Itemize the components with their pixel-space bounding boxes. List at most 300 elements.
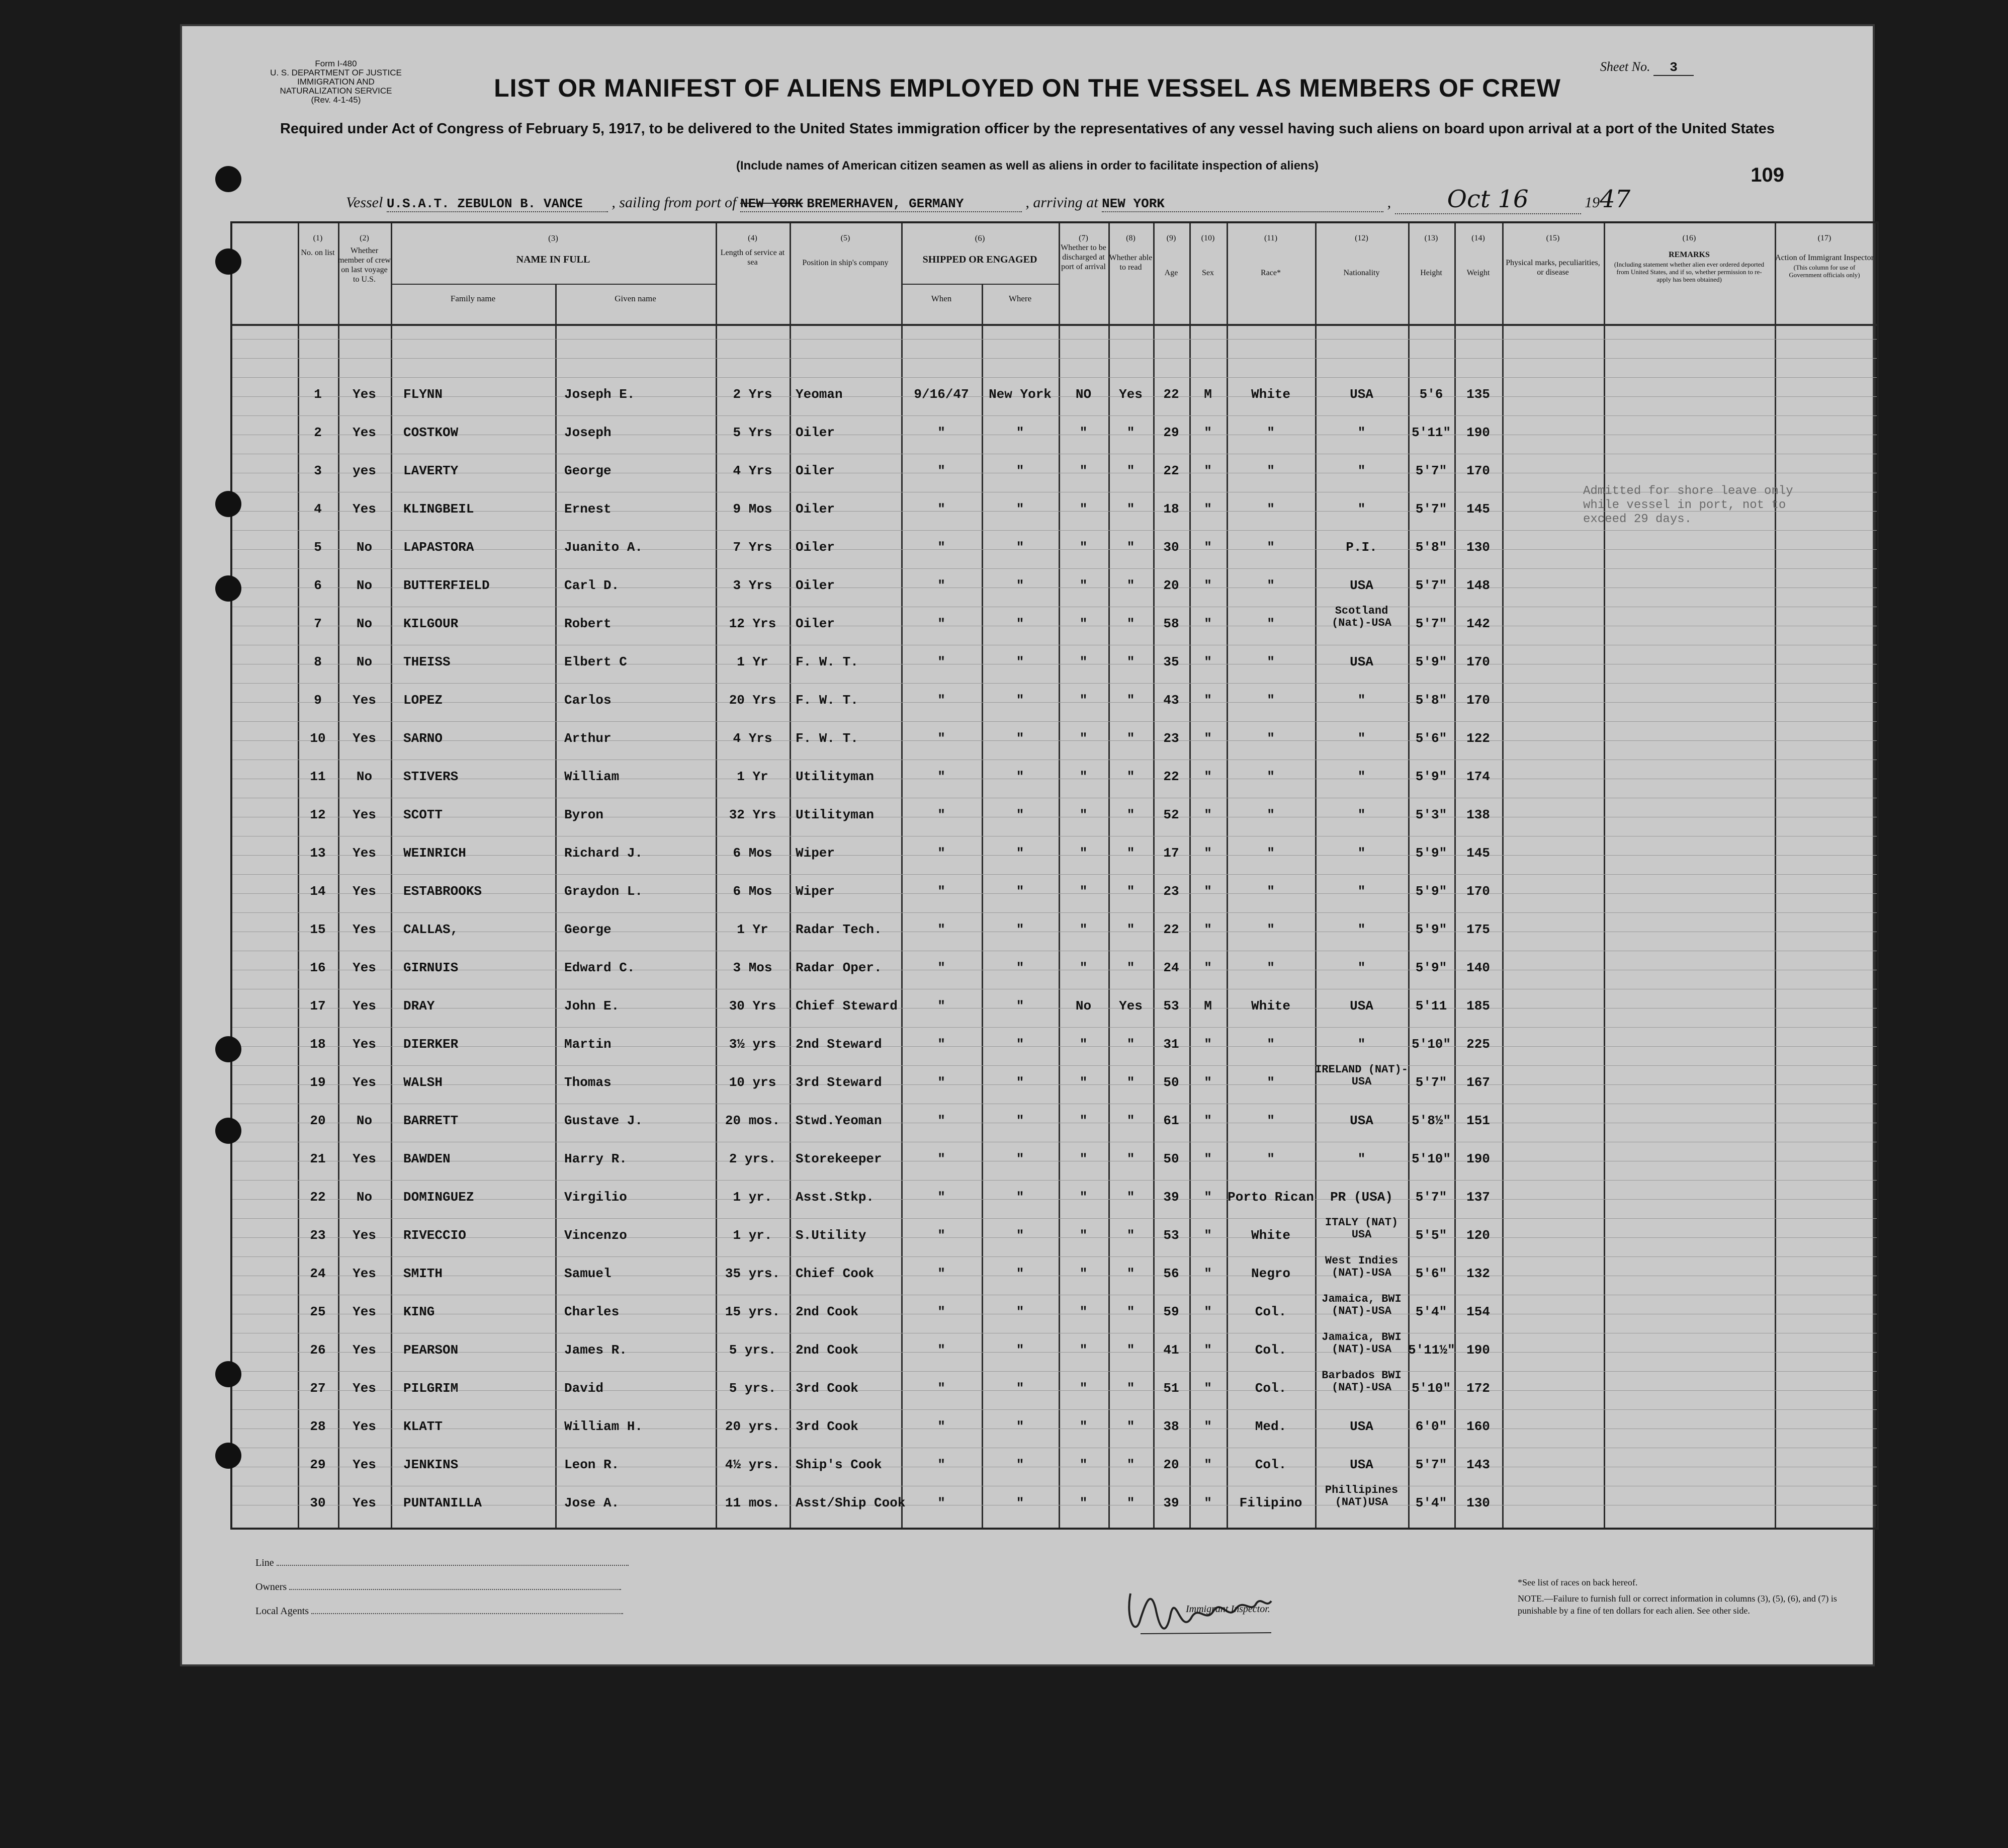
shipped-when: " [937, 1228, 945, 1243]
ruled-line [232, 1218, 1877, 1219]
shipped-where: " [1016, 731, 1024, 746]
manifest-sheet [180, 24, 1875, 1666]
shipped-where: " [1016, 578, 1024, 593]
given-name-header: Given name [615, 294, 656, 303]
given-name: Robert [564, 616, 612, 631]
given-name: Thomas [564, 1075, 612, 1090]
col3-header [391, 233, 716, 265]
age: 31 [1163, 1037, 1179, 1052]
col-label: Whether able to read [1109, 254, 1153, 272]
service-length: 11 mos. [725, 1495, 780, 1510]
height: 5'9" [1415, 922, 1447, 937]
ruled-line [232, 1371, 1877, 1372]
discharged: " [1079, 1037, 1088, 1052]
sheet-label: Sheet No. [1600, 59, 1650, 74]
col-label: Weight [1466, 269, 1490, 277]
sex: " [1204, 1037, 1212, 1052]
col-label: No. on list [301, 248, 335, 257]
service-length: 20 Yrs [729, 693, 776, 708]
family-name: SCOTT [403, 807, 443, 822]
shipped-when: 9/16/47 [914, 387, 969, 402]
age: 17 [1163, 846, 1179, 861]
discharged: " [1079, 463, 1088, 478]
height: 5'7" [1415, 578, 1447, 593]
given-name: John E. [564, 998, 620, 1014]
shipped-when: " [937, 731, 945, 746]
weight: 190 [1466, 1151, 1490, 1166]
nationality: " [1357, 425, 1366, 440]
family-name: THEISS [403, 654, 451, 669]
family-name: KILGOUR [403, 616, 459, 631]
able-to-read: Yes [1119, 387, 1143, 402]
col10-header [1189, 233, 1227, 278]
position: Oiler [796, 616, 835, 631]
sex: " [1204, 1419, 1212, 1434]
nationality: USA [1350, 1457, 1373, 1472]
height: 5'9" [1415, 846, 1447, 861]
col-num: (4) [748, 234, 757, 242]
col-divider [1189, 223, 1191, 1528]
position: 3rd Cook [796, 1381, 858, 1396]
weight: 175 [1466, 922, 1490, 937]
nationality: " [1357, 463, 1366, 478]
age: 41 [1163, 1342, 1179, 1358]
col-num: (1) [313, 234, 323, 242]
col-num: (14) [1471, 234, 1485, 242]
able-to-read: " [1126, 693, 1135, 708]
service-length: 1 yr. [733, 1190, 772, 1205]
able-to-read: " [1126, 578, 1135, 593]
position: S.Utility [796, 1228, 866, 1243]
page-number: 109 [1751, 164, 1784, 186]
discharged: " [1079, 654, 1088, 669]
height: 5'6" [1415, 1266, 1447, 1281]
col-divider [1227, 223, 1228, 1528]
sex: " [1204, 425, 1212, 440]
col-divider [790, 223, 791, 1528]
previous-voyage: yes [353, 463, 376, 478]
shipped-when: " [937, 501, 945, 517]
sailing-port-field [740, 194, 1022, 212]
position: 2nd Cook [796, 1342, 858, 1358]
col-label: Whether to be discharged at port of arrival [1061, 243, 1106, 271]
punch-hole [215, 1443, 241, 1469]
col-label: Whether member of crew on last voyage to U.S. [338, 246, 391, 284]
age: 22 [1163, 463, 1179, 478]
row-number: 21 [310, 1151, 326, 1166]
race: Negro [1251, 1266, 1290, 1281]
discharged: " [1079, 1495, 1088, 1510]
shipped-when: " [937, 1419, 945, 1434]
nationality: " [1357, 1037, 1366, 1052]
height: 5'8" [1415, 693, 1447, 708]
given-name: David [564, 1381, 604, 1396]
shipped-where: " [1016, 1151, 1024, 1166]
row-number: 24 [310, 1266, 326, 1281]
row-number: 2 [314, 425, 322, 440]
weight: 143 [1466, 1457, 1490, 1472]
height: 5'11 [1415, 998, 1447, 1014]
shipped-where: " [1016, 922, 1024, 937]
arrival-date: Oct 16 [1447, 185, 1529, 213]
col-divider [298, 223, 299, 1528]
position: Asst/Ship Cook [796, 1495, 906, 1510]
vessel-name: U.S.A.T. ZEBULON B. VANCE [386, 196, 583, 211]
height: 5'7" [1415, 616, 1447, 631]
row-number: 1 [314, 387, 322, 402]
sex: " [1204, 693, 1212, 708]
given-name: Juanito A. [564, 540, 643, 555]
row-number: 7 [314, 616, 322, 631]
shipped-when: " [937, 1075, 945, 1090]
able-to-read: " [1126, 731, 1135, 746]
sailing-port: BREMERHAVEN, GERMANY [807, 196, 964, 211]
shipped-when: " [937, 960, 945, 975]
age: 20 [1163, 578, 1179, 593]
col-num: (5) [840, 234, 850, 242]
header-subline [555, 284, 716, 285]
row-number: 6 [314, 578, 322, 593]
sex: " [1204, 1304, 1212, 1319]
given-name: Gustave J. [564, 1113, 643, 1128]
weight: 132 [1466, 1266, 1490, 1281]
col-label: Action of Immigrant Inspector [1775, 254, 1874, 262]
sex: " [1204, 1113, 1212, 1128]
service-length: 35 yrs. [725, 1266, 780, 1281]
given-name: Joseph [564, 425, 612, 440]
given-name: James R. [564, 1342, 627, 1358]
discharged: " [1079, 1190, 1088, 1205]
shipped-when: " [937, 654, 945, 669]
owners-blank [289, 1589, 621, 1590]
discharged: " [1079, 1113, 1088, 1128]
service-length: 3 Mos [733, 960, 772, 975]
family-name: CALLAS, [403, 922, 459, 937]
row-number: 13 [310, 846, 326, 861]
race: " [1267, 960, 1275, 975]
able-to-read: Yes [1119, 998, 1143, 1014]
nationality: " [1357, 846, 1366, 861]
year-prefix: 19 [1585, 194, 1600, 211]
shipped-where: " [1016, 1304, 1024, 1319]
family-name: GIRNUIS [403, 960, 459, 975]
height: 5'9" [1415, 769, 1447, 784]
service-length: 4 Yrs [733, 731, 772, 746]
sex: " [1204, 501, 1212, 517]
weight: 137 [1466, 1190, 1490, 1205]
weight: 174 [1466, 769, 1490, 784]
row-number: 15 [310, 922, 326, 937]
shipped-when: " [937, 425, 945, 440]
col-label: Age [1164, 269, 1178, 277]
discharged: " [1079, 578, 1088, 593]
family-name: WEINRICH [403, 846, 466, 861]
previous-voyage: No [356, 1113, 373, 1128]
header-subline [901, 284, 1059, 285]
punch-hole [215, 248, 241, 275]
family-name: JENKINS [403, 1457, 459, 1472]
previous-voyage: Yes [353, 884, 376, 899]
family-name: DIERKER [403, 1037, 459, 1052]
shipped-when: " [937, 1037, 945, 1052]
service-length: 15 yrs. [725, 1304, 780, 1319]
shipped-when: " [937, 693, 945, 708]
age: 24 [1163, 960, 1179, 975]
ruled-line [232, 377, 1877, 378]
weight: 130 [1466, 540, 1490, 555]
sex: " [1204, 731, 1212, 746]
crew-table [230, 221, 1879, 1530]
service-length: 5 yrs. [729, 1381, 776, 1396]
service-length: 20 mos. [725, 1113, 780, 1128]
weight: 135 [1466, 387, 1490, 402]
family-name: FLYNN [403, 387, 443, 402]
given-name: Joseph E. [564, 387, 635, 402]
nationality: " [1357, 501, 1366, 517]
height: 5'7" [1415, 463, 1447, 478]
discharged: " [1079, 1457, 1088, 1472]
sex: M [1204, 998, 1212, 1014]
row-number: 30 [310, 1495, 326, 1510]
previous-voyage: Yes [353, 1457, 376, 1472]
form-id-line: Form I-480 [315, 59, 357, 68]
col-divider [1874, 223, 1876, 1528]
sheet-value: 3 [1653, 60, 1694, 76]
race: " [1267, 884, 1275, 899]
owners-field [255, 1581, 621, 1593]
discharged: " [1079, 501, 1088, 517]
position: F. W. T. [796, 731, 858, 746]
given-name: Martin [564, 1037, 612, 1052]
shipped-where: " [1016, 998, 1024, 1014]
row-number: 5 [314, 540, 322, 555]
shipped-where: " [1016, 769, 1024, 784]
weight: 190 [1466, 1342, 1490, 1358]
previous-voyage: Yes [353, 846, 376, 861]
sex: " [1204, 1075, 1212, 1090]
ruled-line [232, 912, 1877, 913]
family-name: COSTKOW [403, 425, 459, 440]
service-length: 2 yrs. [729, 1151, 776, 1166]
service-length: 9 Mos [733, 501, 772, 517]
sex: " [1204, 1151, 1212, 1166]
age: 56 [1163, 1266, 1179, 1281]
able-to-read: " [1126, 1151, 1135, 1166]
discharged: " [1079, 769, 1088, 784]
previous-voyage: Yes [353, 807, 376, 822]
sex: " [1204, 463, 1212, 478]
height: 5'6 [1419, 387, 1443, 402]
weight: 167 [1466, 1075, 1490, 1090]
age: 18 [1163, 501, 1179, 517]
sex: " [1204, 807, 1212, 822]
given-name: George [564, 463, 612, 478]
agents-label: Local Agents [255, 1606, 309, 1617]
given-name: George [564, 922, 612, 937]
position: Oiler [796, 463, 835, 478]
nationality: USA [1350, 998, 1373, 1014]
discharged: " [1079, 616, 1088, 631]
race: " [1267, 616, 1275, 631]
col5-header [790, 233, 901, 268]
given-name: William H. [564, 1419, 643, 1434]
able-to-read: " [1126, 425, 1135, 440]
weight: 130 [1466, 1495, 1490, 1510]
height: 5'3" [1415, 807, 1447, 822]
shipped-when: " [937, 998, 945, 1014]
able-to-read: " [1126, 769, 1135, 784]
shipped-when: " [937, 540, 945, 555]
ruled-line [232, 530, 1877, 531]
race: " [1267, 425, 1275, 440]
penalty-note: NOTE.—Failure to furnish full or correct information in columns (3), (5), (6), and (7) is punishable by a fine of ten dollars for each alien. See other side. [1518, 1593, 1837, 1616]
position: Chief Steward [796, 998, 898, 1014]
race: " [1267, 807, 1275, 822]
age: 39 [1163, 1190, 1179, 1205]
shipped-when: " [937, 1381, 945, 1396]
given-name: Jose A. [564, 1495, 620, 1510]
service-length: 12 Yrs [729, 616, 776, 631]
sex: " [1204, 540, 1212, 555]
height: 5'10" [1411, 1151, 1451, 1166]
row-number: 22 [310, 1190, 326, 1205]
age: 51 [1163, 1381, 1179, 1396]
sex: " [1204, 846, 1212, 861]
nationality: USA [1350, 578, 1373, 593]
vessel-line: Vessel U.S.A.T. ZEBULON B. VANCE , sailing from port of NEW YORK BREMERHAVEN, GERMANY , arriving at NEW YORK , Oct 16 1947 [346, 185, 1631, 213]
able-to-read: " [1126, 1381, 1135, 1396]
race: White [1251, 387, 1290, 402]
age: 53 [1163, 998, 1179, 1014]
given-name: Leon R. [564, 1457, 620, 1472]
ruled-line [232, 358, 1877, 359]
race: " [1267, 540, 1275, 555]
previous-voyage: No [356, 578, 373, 593]
punch-hole [215, 1361, 241, 1387]
age: 58 [1163, 616, 1179, 631]
shipped-where: " [1016, 654, 1024, 669]
given-name: Vincenzo [564, 1228, 627, 1243]
sex: " [1204, 616, 1212, 631]
col15-header [1502, 233, 1604, 277]
previous-voyage: Yes [353, 922, 376, 937]
age: 53 [1163, 1228, 1179, 1243]
age: 39 [1163, 1495, 1179, 1510]
height: 5'8" [1415, 540, 1447, 555]
age: 52 [1163, 807, 1179, 822]
previous-voyage: Yes [353, 1228, 376, 1243]
row-number: 18 [310, 1037, 326, 1052]
row-number: 4 [314, 501, 322, 517]
ruled-line [232, 1065, 1877, 1066]
nationality: IRELAND (NAT)-USA [1315, 1063, 1408, 1088]
col8-header [1108, 233, 1153, 272]
nationality: Scotland (Nat)-USA [1332, 605, 1391, 629]
height: 5'10" [1411, 1381, 1451, 1396]
col-divider [1604, 223, 1605, 1528]
form-id-line: (Rev. 4-1-45) [311, 95, 361, 105]
service-length: 20 yrs. [725, 1419, 780, 1434]
nationality: " [1357, 807, 1366, 822]
punch-hole [215, 491, 241, 517]
previous-voyage: No [356, 540, 373, 555]
position: Radar Tech. [796, 922, 882, 937]
weight: 140 [1466, 960, 1490, 975]
service-length: 3½ yrs [729, 1037, 776, 1052]
header-subline [391, 284, 555, 285]
form-id-line: IMMIGRATION AND NATURALIZATION SERVICE [280, 77, 392, 96]
previous-voyage: Yes [353, 1419, 376, 1434]
shipped-where: " [1016, 1037, 1024, 1052]
race: " [1267, 1113, 1275, 1128]
shipped-where: " [1016, 501, 1024, 517]
race: " [1267, 1075, 1275, 1090]
family-name: DRAY [403, 998, 435, 1014]
nationality: Jamaica, BWI (NAT)-USA [1322, 1331, 1402, 1356]
previous-voyage: No [356, 654, 373, 669]
height: 5'7" [1415, 1457, 1447, 1472]
service-length: 3 Yrs [733, 578, 772, 593]
shipped-when: " [937, 1151, 945, 1166]
punch-hole [215, 166, 241, 192]
shipped-when: " [937, 1457, 945, 1472]
service-length: 4 Yrs [733, 463, 772, 478]
given-name: Richard J. [564, 846, 643, 861]
line-field [255, 1557, 629, 1569]
age: 43 [1163, 693, 1179, 708]
given-name: Harry R. [564, 1151, 627, 1166]
given-name: Carlos [564, 693, 612, 708]
discharged: " [1079, 1151, 1088, 1166]
service-length: 7 Yrs [733, 540, 772, 555]
shipped-when: " [937, 769, 945, 784]
line-blank [277, 1565, 629, 1566]
able-to-read: " [1126, 960, 1135, 975]
sex: " [1204, 1342, 1212, 1358]
inspector-label: Immigrant Inspector. [1186, 1604, 1270, 1615]
sex: " [1204, 960, 1212, 975]
row-number: 8 [314, 654, 322, 669]
family-name: PUNTANILLA [403, 1495, 482, 1510]
shipped-where: New York [989, 387, 1052, 402]
height: 5'7" [1415, 1190, 1447, 1205]
row-number: 14 [310, 884, 326, 899]
weight: 120 [1466, 1228, 1490, 1243]
able-to-read: " [1126, 1228, 1135, 1243]
agents-field [255, 1606, 623, 1617]
col-num: (11) [1264, 234, 1278, 242]
col-label: SHIPPED OR ENGAGED [922, 254, 1037, 265]
shipped-when: " [937, 922, 945, 937]
given-name: Byron [564, 807, 604, 822]
discharged: " [1079, 1381, 1088, 1396]
service-length: 4½ yrs. [725, 1457, 780, 1472]
race: Med. [1255, 1419, 1287, 1434]
row-number: 3 [314, 463, 322, 478]
family-name: WALSH [403, 1075, 443, 1090]
position: 2nd Cook [796, 1304, 858, 1319]
nationality: Phillipines (NAT)USA [1325, 1484, 1399, 1508]
position: Utilityman [796, 807, 875, 822]
given-name: Elbert C [564, 654, 627, 669]
col4-header [716, 233, 790, 267]
age: 22 [1163, 769, 1179, 784]
form-id-line: U. S. DEPARTMENT OF JUSTICE [270, 68, 402, 77]
given-name: William [564, 769, 620, 784]
sex: " [1204, 1190, 1212, 1205]
col17-header [1775, 233, 1874, 280]
col-divider [391, 223, 392, 1528]
